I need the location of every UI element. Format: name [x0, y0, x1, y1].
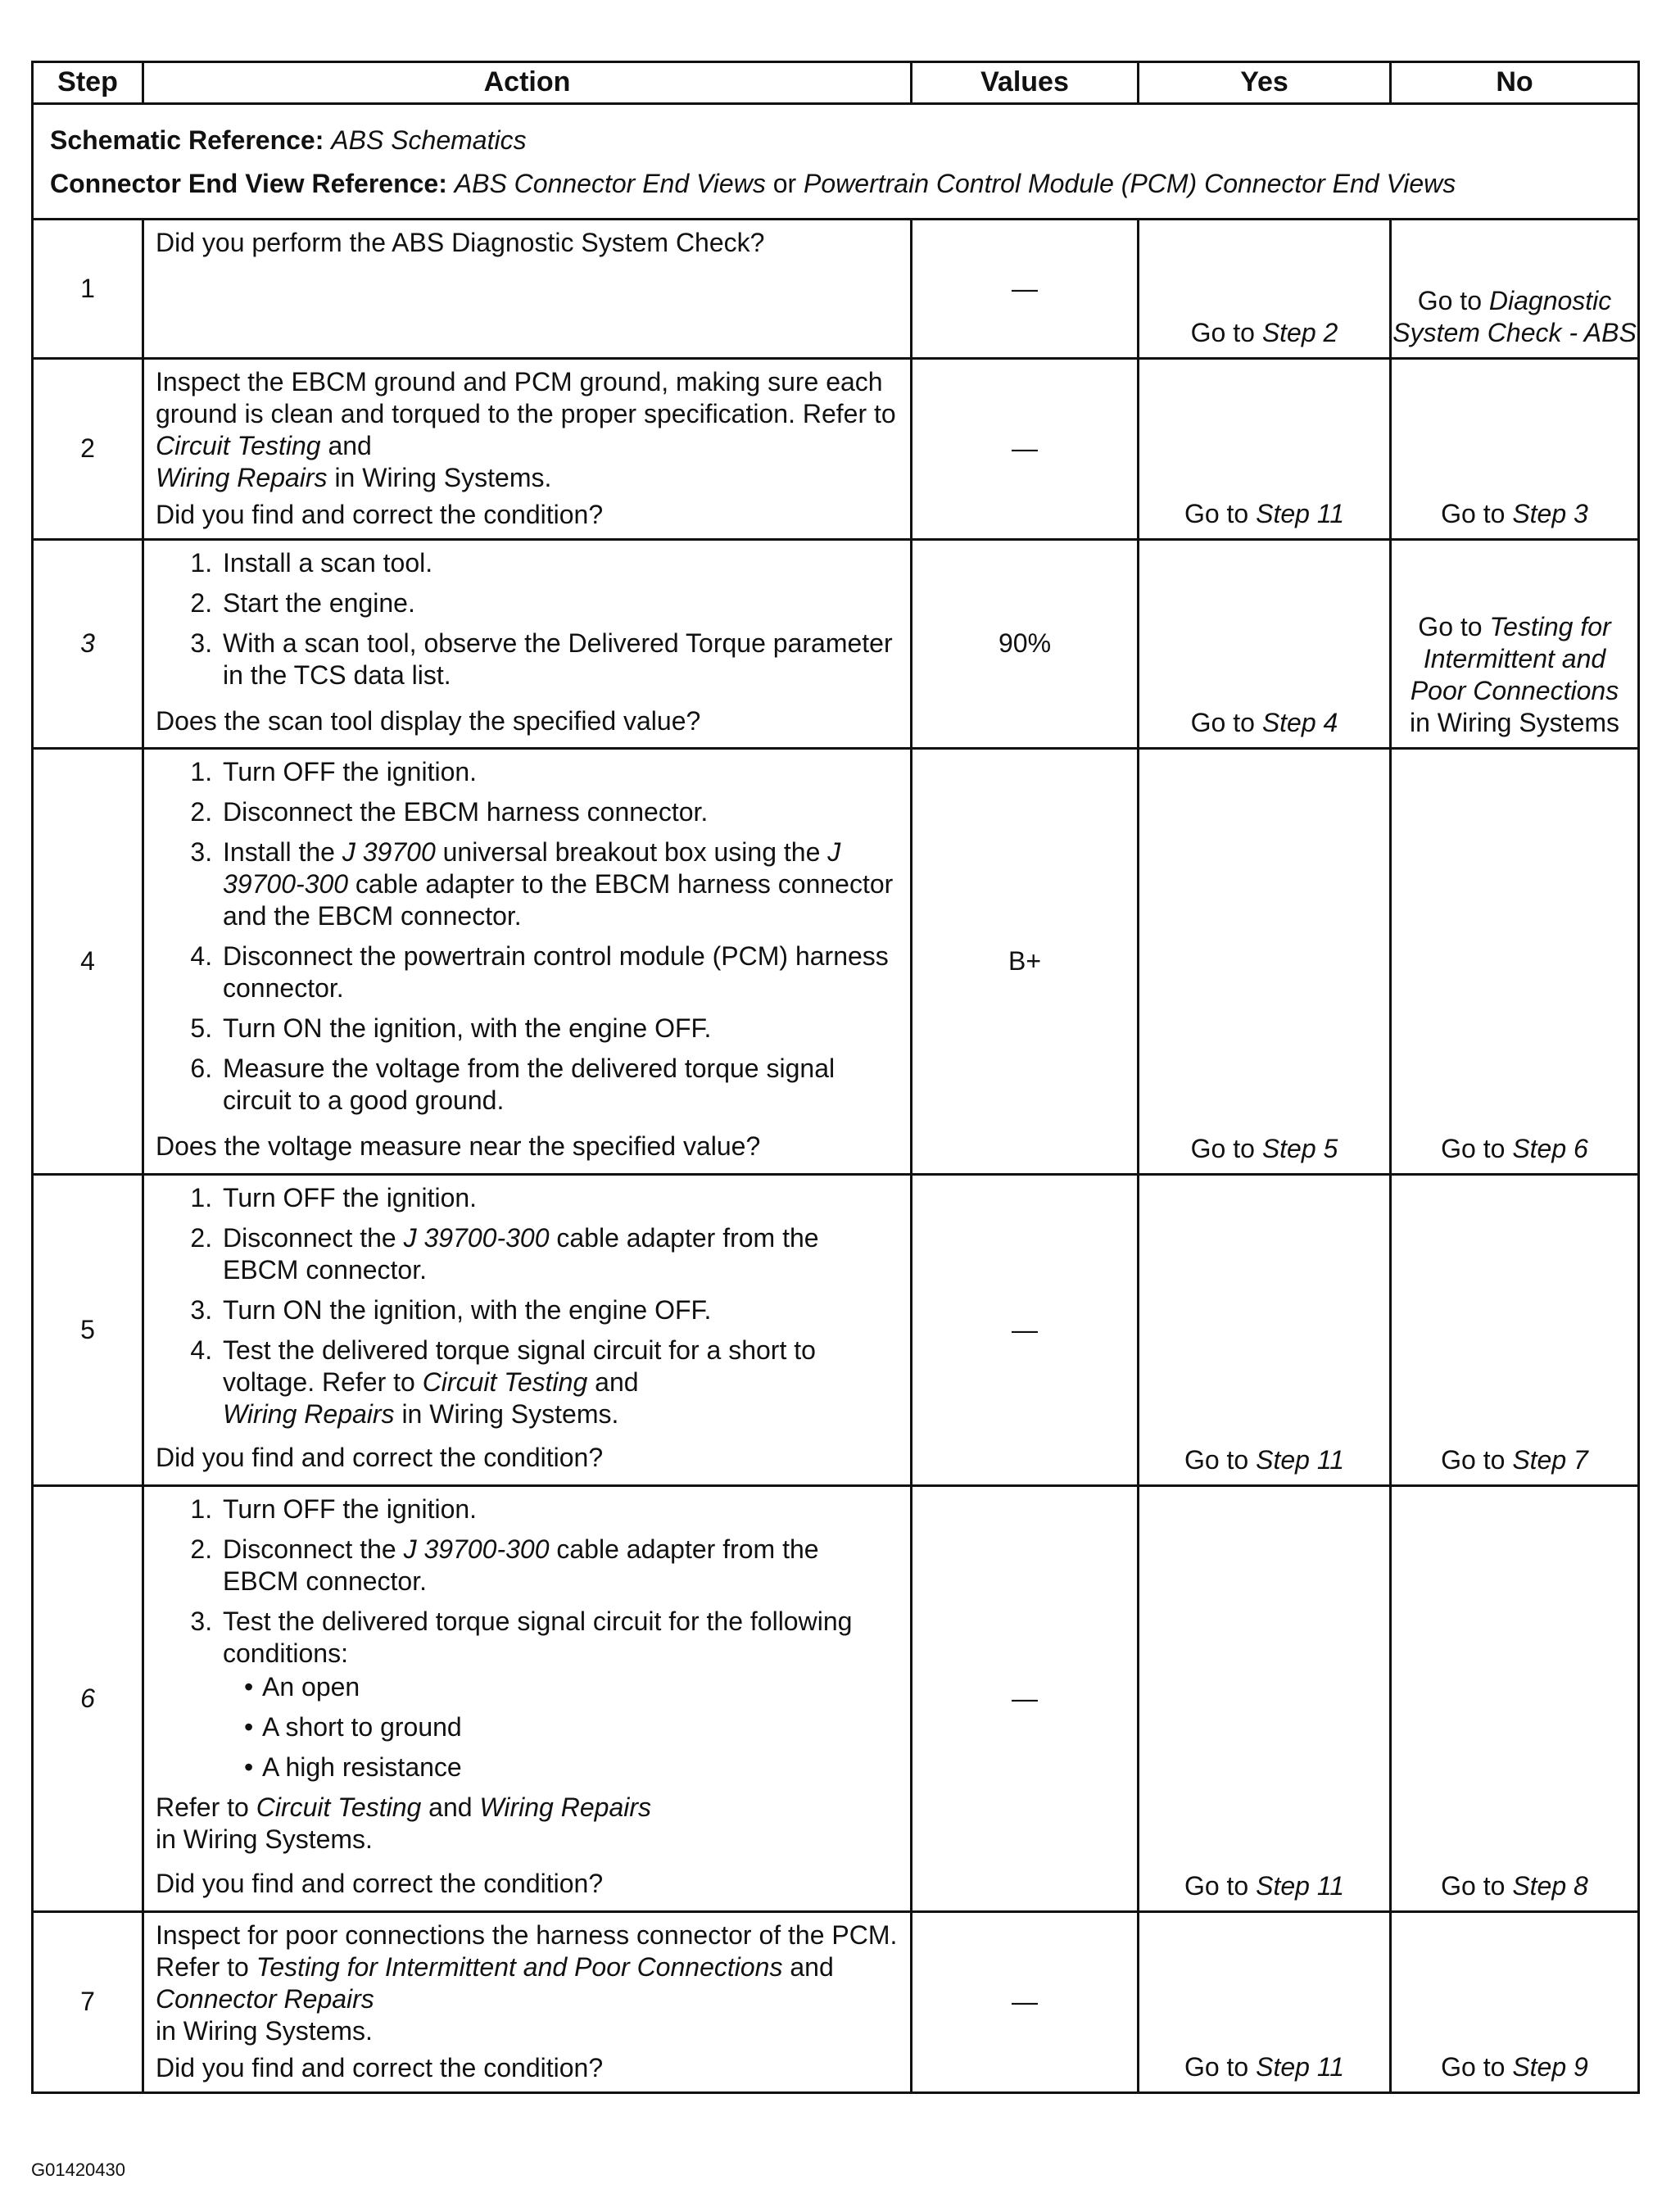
- connector-reference-label: Connector End View Reference:: [50, 169, 447, 198]
- table-row: [33, 1486, 1639, 1912]
- list-item: 1. Turn OFF the ignition.: [220, 1182, 899, 1214]
- text-span: Refer to: [156, 1792, 249, 1823]
- list-item: 1. Turn OFF the ignition.: [220, 756, 899, 788]
- value-cell: —: [912, 359, 1139, 540]
- no-cell: [1391, 1486, 1639, 1912]
- action-cell: [143, 540, 912, 749]
- text-span: cable adapter to the EBCM harness connector and the EBCM connector.: [223, 869, 894, 931]
- schematic-reference-link[interactable]: ABS Schematics: [331, 125, 527, 155]
- no-prefix: Go to: [1441, 498, 1506, 528]
- value-cell: —: [912, 1175, 1139, 1486]
- no-cell: [1391, 749, 1639, 1175]
- list-item: [220, 1534, 899, 1597]
- yes-prefix: Go to: [1184, 498, 1249, 528]
- schematic-reference: [50, 125, 1621, 156]
- step-number: 1: [33, 220, 143, 359]
- yes-link[interactable]: Step 2: [1261, 317, 1338, 347]
- step-number: 2: [33, 359, 143, 540]
- question-text: Did you find and correct the condition?: [156, 1442, 604, 1472]
- no-link[interactable]: Step 9: [1512, 2051, 1588, 2082]
- tool-reference: J 39700-300: [403, 1223, 550, 1253]
- list-item: 1. Install a scan tool.: [220, 547, 899, 579]
- yes-prefix: Go to: [1184, 1870, 1249, 1901]
- schematic-reference-label: Schematic Reference:: [50, 125, 324, 155]
- list-item: [220, 1335, 899, 1430]
- action-cell: [143, 220, 912, 359]
- step-number: 3: [33, 540, 143, 749]
- connector-reference-link-abs[interactable]: ABS Connector End Views: [454, 169, 766, 198]
- table-row: [33, 220, 1639, 359]
- table-row: [33, 1912, 1639, 2093]
- reference-row: [33, 104, 1639, 220]
- table-row: [33, 1175, 1639, 1486]
- text-span: and: [790, 1952, 834, 1983]
- no-prefix: Go to: [1417, 285, 1482, 315]
- table-row: [33, 359, 1639, 540]
- no-link[interactable]: Step 8: [1512, 1870, 1588, 1901]
- wiring-repairs-link[interactable]: Wiring Repairs: [223, 1399, 395, 1430]
- yes-cell: [1139, 749, 1391, 1175]
- no-prefix: Go to: [1441, 2051, 1506, 2082]
- yes-link[interactable]: Step 11: [1256, 1444, 1345, 1475]
- text-span: in Wiring Systems.: [156, 2016, 373, 2046]
- yes-link[interactable]: Step 5: [1261, 1133, 1338, 1163]
- header-values: Values: [912, 62, 1139, 104]
- yes-cell: [1139, 540, 1391, 749]
- text-span: Install the: [223, 837, 335, 868]
- yes-prefix: Go to: [1184, 2051, 1249, 2082]
- no-prefix: Go to: [1441, 1133, 1506, 1163]
- connector-repairs-link[interactable]: Connector Repairs: [156, 1984, 374, 2014]
- value-cell: 90%: [912, 540, 1139, 749]
- question-text: Did you find and correct the condition?: [156, 1868, 604, 1898]
- step-number: 6: [33, 1486, 143, 1912]
- action-cell: [143, 749, 912, 1175]
- table-row: [33, 749, 1639, 1175]
- instruction-list: [156, 1493, 899, 1783]
- yes-cell: [1139, 1486, 1391, 1912]
- step-number: 5: [33, 1175, 143, 1486]
- text-span: universal breakout box using the: [442, 837, 821, 868]
- text-span: Test the delivered torque signal circuit for a short to voltage. Refer to: [223, 1335, 816, 1398]
- list-item: 3. With a scan tool, observe the Delivered Torque parameter in the TCS data list.: [220, 628, 899, 691]
- yes-cell: [1139, 359, 1391, 540]
- value-cell: B+: [912, 749, 1139, 1175]
- tool-reference: J 39700-300: [223, 837, 841, 900]
- instruction-list: [156, 547, 899, 700]
- action-cell: [143, 1175, 912, 1486]
- yes-cell: [1139, 1912, 1391, 2093]
- bullet-item: • A high resistance: [259, 1752, 899, 1783]
- header-yes: Yes: [1139, 62, 1391, 104]
- wiring-repairs-link[interactable]: Wiring Repairs: [156, 463, 328, 493]
- text-span: in Wiring Systems.: [401, 1399, 619, 1430]
- no-link[interactable]: Diagnostic System Check - ABS: [1392, 285, 1637, 347]
- list-item: [220, 1606, 899, 1783]
- instruction-text: [156, 366, 899, 494]
- yes-link[interactable]: Step 11: [1256, 2051, 1345, 2082]
- bullet-item: • An open: [259, 1671, 899, 1703]
- testing-intermittent-link[interactable]: Testing for Intermittent and Poor Connections: [256, 1952, 783, 1983]
- header-no: No: [1391, 62, 1639, 104]
- header-action: Action: [143, 62, 912, 104]
- text-span: and: [328, 431, 372, 461]
- list-item: 2. Start the engine.: [220, 587, 899, 619]
- no-link[interactable]: Testing for Intermittent and Poor Connections: [1410, 611, 1619, 705]
- question-text: Did you find and correct the condition?: [156, 500, 604, 530]
- no-cell: [1391, 1175, 1639, 1486]
- text-span: in Wiring Systems.: [334, 463, 552, 493]
- connector-reference-or: or: [772, 169, 797, 198]
- list-item: 1. Turn OFF the ignition.: [220, 1493, 899, 1525]
- tool-reference: J 39700-300: [403, 1534, 550, 1565]
- bullet-item: • A short to ground: [259, 1711, 899, 1743]
- yes-prefix: Go to: [1190, 317, 1255, 347]
- no-cell: [1391, 540, 1639, 749]
- step-number: 4: [33, 749, 143, 1175]
- no-link[interactable]: Step 6: [1512, 1133, 1588, 1163]
- yes-cell: [1139, 1175, 1391, 1486]
- yes-prefix: Go to: [1190, 1133, 1255, 1163]
- text-span: Test the delivered torque signal circuit for the following conditions:: [223, 1607, 853, 1669]
- list-item: 4. Disconnect the powertrain control module (PCM) harness connector.: [220, 940, 899, 1004]
- question-text: Does the voltage measure near the specified value?: [156, 1131, 761, 1161]
- yes-link[interactable]: Step 11: [1256, 1870, 1345, 1901]
- list-item: 2. Disconnect the EBCM harness connector.: [220, 796, 899, 828]
- text-span: cable adapter from the EBCM connector.: [223, 1534, 819, 1597]
- action-cell: [143, 1912, 912, 2093]
- instruction-list: [156, 1182, 899, 1439]
- yes-link[interactable]: Step 4: [1261, 707, 1338, 737]
- text-span: Inspect the EBCM ground and PCM ground, making sure each ground is clean and torqued to the proper specification. Refer to: [156, 367, 896, 429]
- action-cell: [143, 359, 912, 540]
- tool-reference: J 39700: [342, 837, 436, 868]
- yes-cell: [1139, 220, 1391, 359]
- value-cell: —: [912, 1486, 1139, 1912]
- value-cell: —: [912, 1912, 1139, 2093]
- list-item: [220, 836, 899, 932]
- header-row: [33, 62, 1639, 104]
- no-suffix: in Wiring Systems: [1409, 707, 1620, 737]
- no-prefix: Go to: [1441, 1870, 1506, 1901]
- no-cell: [1391, 1912, 1639, 2093]
- no-prefix: Go to: [1441, 1444, 1506, 1475]
- text-span: Disconnect the: [223, 1534, 396, 1565]
- list-item: 6. Measure the voltage from the delivered torque signal circuit to a good ground.: [220, 1053, 899, 1117]
- no-link[interactable]: Step 3: [1512, 498, 1588, 528]
- text-span: Disconnect the: [223, 1223, 396, 1253]
- question-text: Did you find and correct the condition?: [156, 2053, 604, 2083]
- no-cell: [1391, 359, 1639, 540]
- wiring-repairs-link[interactable]: Wiring Repairs: [479, 1792, 651, 1823]
- condition-list: [223, 1671, 899, 1783]
- value-cell: —: [912, 220, 1139, 359]
- references-cell: [33, 104, 1639, 220]
- text-span: Inspect for poor connections the harness connector of the PCM. Refer to: [156, 1920, 898, 1983]
- table-row: [33, 540, 1639, 749]
- header-step: Step: [33, 62, 143, 104]
- text-span: in Wiring Systems.: [156, 1824, 373, 1855]
- text-span: and: [595, 1367, 639, 1398]
- text-span: and: [428, 1792, 473, 1823]
- reference-text: [156, 1792, 899, 1856]
- yes-prefix: Go to: [1184, 1444, 1249, 1475]
- connector-reference-link-pcm[interactable]: Powertrain Control Module (PCM) Connector End Views: [804, 169, 1456, 198]
- no-link[interactable]: Step 7: [1512, 1444, 1588, 1475]
- list-item: 5. Turn ON the ignition, with the engine OFF.: [220, 1013, 899, 1045]
- circuit-testing-link[interactable]: Circuit Testing: [156, 431, 321, 461]
- diagnostic-table: [31, 61, 1640, 2094]
- yes-prefix: Go to: [1190, 707, 1255, 737]
- question-text: Did you perform the ABS Diagnostic System Check?: [156, 228, 765, 257]
- no-prefix: Go to: [1418, 611, 1483, 641]
- question-text: Does the scan tool display the specified value?: [156, 705, 701, 736]
- instruction-text: [156, 1919, 899, 2047]
- circuit-testing-link[interactable]: Circuit Testing: [422, 1367, 588, 1398]
- action-cell: [143, 1486, 912, 1912]
- step-number: 7: [33, 1912, 143, 2093]
- text-span: cable adapter from the EBCM connector.: [223, 1223, 819, 1285]
- instruction-list: [156, 756, 899, 1125]
- connector-reference: [50, 168, 1621, 200]
- list-item: 3. Turn ON the ignition, with the engine OFF.: [220, 1294, 899, 1326]
- list-item: [220, 1222, 899, 1286]
- yes-link[interactable]: Step 11: [1256, 498, 1345, 528]
- figure-code: G01420430: [31, 2159, 125, 2180]
- circuit-testing-link[interactable]: Circuit Testing: [256, 1792, 422, 1823]
- no-cell: [1391, 220, 1639, 359]
